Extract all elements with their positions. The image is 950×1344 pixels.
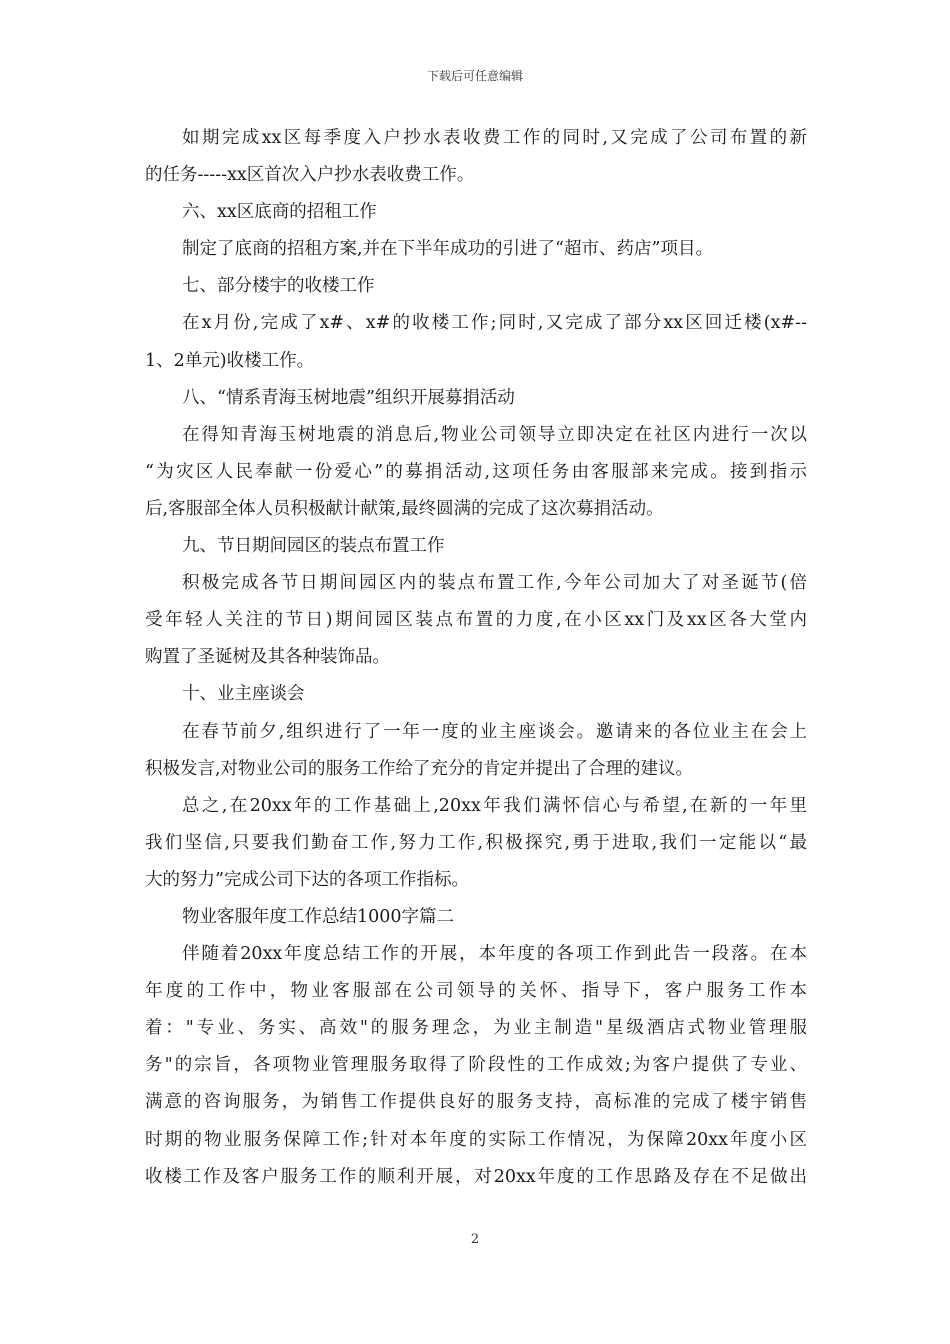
text-line: 八、“情系青海玉树地震”组织开展募捐活动 <box>182 387 515 408</box>
text-line: 时期的物业服务保障工作;针对本年度的实际工作情况，为保障20xx年度小区 <box>145 1129 807 1150</box>
page-number: 2 <box>470 1232 480 1247</box>
page-header: 下载后可任意编辑 <box>426 69 523 83</box>
document-body <box>145 120 807 1196</box>
text-line: “为灾区人民奉献一份爱心”的募捐活动,这项任务由客服部来完成。接到指示 <box>145 461 807 482</box>
text-line: 1、2单元)收楼工作。 <box>145 350 315 371</box>
text-line: 积极发言,对物业公司的服务工作给了充分的肯定并提出了合理的建议。 <box>145 758 694 779</box>
text-line: 我们坚信,只要我们勤奋工作,努力工作,积极探究,勇于进取,我们一定能以“最 <box>145 832 807 853</box>
text-line: 年度的工作中，物业客服部在公司领导的关怀、指导下，客户服务工作本 <box>145 981 807 1002</box>
text-line: 在x月份,完成了x#、x#的收楼工作;同时,又完成了部分xx区回迁楼(x#-- <box>182 313 807 334</box>
text-line: 物业客服年度工作总结1000字篇二 <box>182 906 455 927</box>
text-line: 七、部分楼宇的收楼工作 <box>182 276 375 297</box>
text-line: 如期完成xx区每季度入户抄水表收费工作的同时,又完成了公司布置的新 <box>182 128 807 148</box>
text-line: 十、业主座谈会 <box>182 684 305 705</box>
text-line: 受年轻人关注的节日)期间园区装点布置的力度,在小区xx门及xx区各大堂内 <box>145 610 807 631</box>
text-line: 着："专业、务实、高效"的服务理念，为业主制造"星级酒店式物业管理服 <box>145 1018 807 1039</box>
text-line: 制定了底商的招租方案,并在下半年成功的引进了“超市、药店”项目。 <box>182 239 713 260</box>
text-line: 伴随着20xx年度总结工作的开展，本年度的各项工作到此告一段落。在本 <box>182 944 807 965</box>
text-line: 积极完成各节日期间园区内的装点布置工作,今年公司加大了对圣诞节(倍 <box>182 573 807 594</box>
text-line: 收楼工作及客户服务工作的顺利开展，对20xx年度的工作思路及存在不足做出 <box>145 1166 807 1187</box>
text-line: 购置了圣诞树及其各种装饰品。 <box>145 647 390 668</box>
text-line: 务"的宗旨，各项物业管理服务取得了阶段性的工作成效;为客户提供了专业、 <box>145 1055 807 1076</box>
text-line: 总之,在20xx年的工作基础上,20xx年我们满怀信心与希望,在新的一年里 <box>182 795 807 816</box>
text-line: 大的努力”完成公司下达的各项工作指标。 <box>145 869 469 890</box>
text-line: 在春节前夕,组织进行了一年一度的业主座谈会。邀请来的各位业主在会上 <box>182 721 807 742</box>
text-line: 九、节日期间园区的装点布置工作 <box>182 536 445 557</box>
text-line: 六、xx区底商的招租工作 <box>182 202 377 223</box>
text-line: 后,客服部全体人员积极献计献策,最终圆满的完成了这次募捐活动。 <box>145 498 664 519</box>
text-line: 满意的咨询服务，为销售工作提供良好的服务支持，高标准的完成了楼宇销售 <box>145 1092 807 1113</box>
text-line: 在得知青海玉树地震的消息后,物业公司领导立即决定在社区内进行一次以 <box>182 424 807 445</box>
text-line: 的任务-----xx区首次入户抄水表收费工作。 <box>145 165 475 186</box>
